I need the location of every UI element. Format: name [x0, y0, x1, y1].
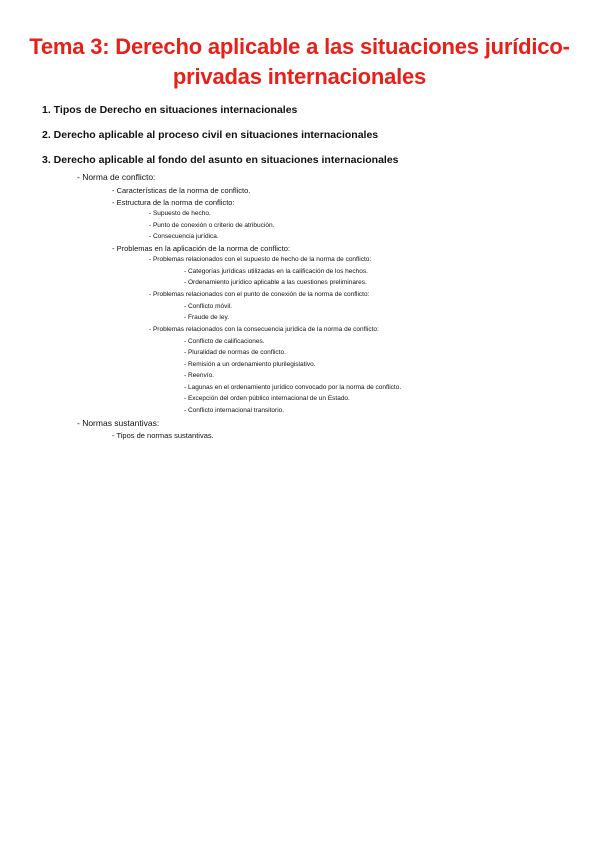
outline-item: - Tipos de normas sustantivas. — [112, 431, 214, 440]
section-heading: 1. Tipos de Derecho en situaciones internacionales — [42, 104, 298, 116]
outline-item: - Estructura de la norma de conflicto: — [112, 198, 235, 207]
outline-item: - Ordenamiento jurídico aplicable a las cuestiones preliminares. — [184, 279, 367, 286]
outline-item: - Problemas relacionados con el punto de conexión de la norma de conflicto: — [149, 291, 370, 298]
outline-item: - Remisión a un ordenamiento plurilegislativo. — [184, 361, 316, 368]
outline-item: - Problemas relacionados con el supuesto de hecho de la norma de conflicto: — [149, 256, 372, 263]
outline-item: - Consecuencia jurídica. — [149, 233, 219, 240]
outline-item: - Lagunas en el ordenamiento jurídico convocado por la norma de conflicto. — [184, 384, 402, 391]
outline-item: - Reenvío. — [184, 372, 214, 379]
outline-item: - Conflicto móvil. — [184, 303, 233, 310]
outline-item: - Fraude de ley. — [184, 314, 230, 321]
outline-item: - Excepción del orden público internacional de un Estado. — [184, 395, 350, 402]
outline-item: - Problemas en la aplicación de la norma de conflicto: — [112, 244, 291, 253]
outline-item: - Conflicto internacional transitorio. — [184, 407, 285, 414]
outline-item: - Conflicto de calificaciones. — [184, 338, 265, 345]
outline-item: - Categorías jurídicas utilizadas en la calificación de los hechos. — [184, 268, 368, 275]
document-title: Tema 3: Derecho aplicable a las situaciones jurídico-privadas internacionales — [29, 34, 570, 89]
outline-item: - Norma de conflicto: — [77, 172, 156, 182]
section-heading: 3. Derecho aplicable al fondo del asunto en situaciones internacionales — [42, 154, 399, 166]
outline-item: - Problemas relacionados con la consecuencia jurídica de la norma de conflicto: — [149, 326, 379, 333]
outline-item: - Pluralidad de normas de conflicto. — [184, 349, 286, 356]
outline-item: - Punto de conexión o criterio de atribución. — [149, 222, 275, 229]
outline-item: - Características de la norma de conflicto. — [112, 186, 251, 195]
section-heading: 2. Derecho aplicable al proceso civil en situaciones internacionales — [42, 129, 379, 141]
outline-item: - Normas sustantivas: — [77, 418, 160, 428]
outline-item: - Supuesto de hecho. — [149, 210, 211, 217]
